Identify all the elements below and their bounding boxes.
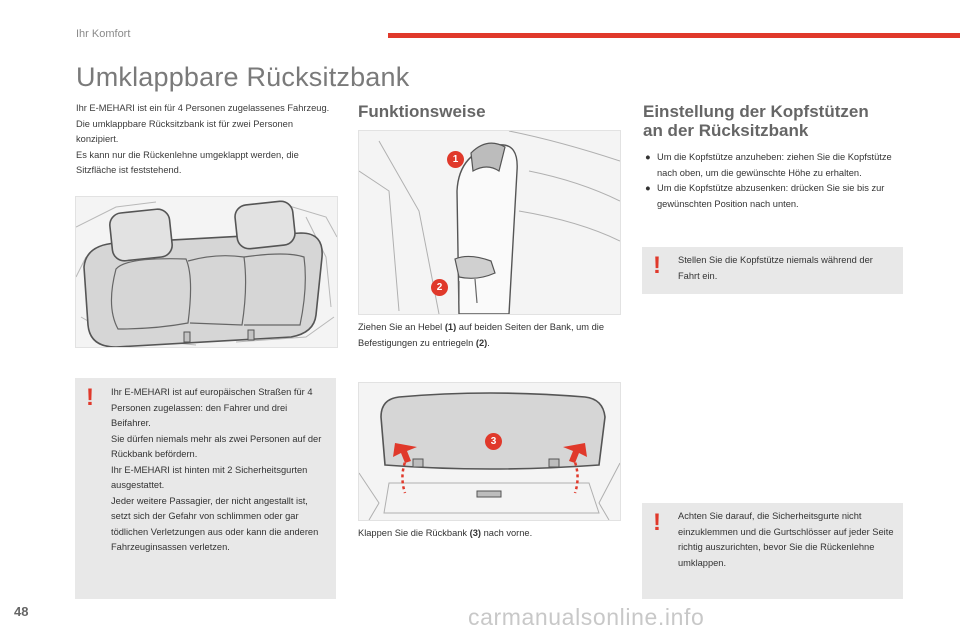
headrest-warning — [642, 247, 903, 294]
fold-illustration — [358, 382, 621, 521]
headrest-instructions — [643, 150, 903, 212]
caption-ref: (1) — [444, 322, 457, 332]
lever-illustration — [358, 130, 621, 315]
intro-line: Ihr E-MEHARI ist ein für 4 Personen zugelassenes Fahrzeug. — [76, 103, 330, 113]
heading-line: an der Rücksitzbank — [643, 121, 809, 140]
kopfstuetzen-heading — [643, 102, 869, 140]
caption-text: auf beiden Seiten der Bank, um die Befestigungen zu entriegeln — [358, 322, 605, 348]
list-item — [643, 181, 903, 212]
header-accent-bar — [388, 33, 960, 38]
page-number: 48 — [14, 604, 29, 619]
lever-drawing — [359, 131, 620, 314]
bullet-icon: ● — [645, 183, 651, 193]
step1-caption — [358, 320, 620, 351]
caption-text: nach vorne. — [481, 528, 533, 538]
caption-ref: (3) — [469, 528, 482, 538]
warning-line: Ihr E-MEHARI ist auf europäischen Straßen für 4 Personen zugelassen: den Fahrer und drei Beifahrer. — [111, 387, 313, 428]
list-item-text: Um die Kopfstütze abzusenken: drücken Sie sie bis zur gewünschten Position nach unten. — [657, 183, 885, 209]
list-item-text: Um die Kopfstütze anzuheben: ziehen Sie die Kopfstütze nach oben, um die gewünschte Höhe zu erhalten. — [657, 152, 892, 178]
marker-1: 1 — [447, 151, 464, 168]
warning-line: Sie dürfen niemals mehr als zwei Personen auf der Rückbank befördern. — [111, 433, 322, 459]
bullet-icon: ● — [645, 152, 651, 162]
exclamation-icon: ! — [653, 509, 661, 536]
fold-drawing — [359, 383, 620, 520]
section-label: Ihr Komfort — [76, 28, 131, 40]
caption-text: Klappen Sie die Rückbank — [358, 528, 470, 538]
marker-3: 3 — [485, 433, 502, 450]
occupancy-warning — [75, 378, 336, 599]
intro-line: Die umklappbare Rücksitzbank ist für zwei Personen konzipiert. — [76, 118, 294, 144]
intro-text — [76, 101, 336, 179]
watermark: carmanualsonline.info — [468, 604, 705, 630]
warning-text: Achten Sie darauf, die Sicherheitsgurte nicht einzuklemmen und die Gurtschlösser auf jeder Seite richtig auszurichten, bevor Sie die Rückenlehne umklappen. — [678, 511, 894, 568]
page-title: Umklappbare Rücksitzbank — [76, 62, 410, 92]
funktionsweise-heading: Funktionsweise — [358, 102, 486, 121]
step2-caption — [358, 526, 620, 542]
rear-bench-illustration — [75, 196, 338, 348]
caption-text: . — [487, 337, 490, 348]
intro-line: Es kann nur die Rückenlehne umgeklappt werden, die Sitzfläche ist feststehend. — [76, 149, 299, 175]
seatbelt-warning — [642, 503, 903, 599]
list-item — [643, 150, 903, 181]
exclamation-icon: ! — [86, 384, 94, 411]
heading-line: Einstellung der Kopfstützen — [643, 102, 869, 121]
caption-ref: (2) — [475, 337, 488, 348]
warning-line: Ihr E-MEHARI ist hinten mit 2 Sicherheitsgurten ausgestattet. — [111, 464, 308, 490]
marker-2: 2 — [431, 279, 448, 296]
warning-text: Stellen Sie die Kopfstütze niemals während der Fahrt ein. — [678, 255, 873, 281]
exclamation-icon: ! — [653, 252, 661, 279]
warning-line: Jeder weitere Passagier, der nicht angestallt ist, setzt sich der Gefahr von schlimmen oder gar tödlichen Verletzungen aus oder kann die anderen Fahrzeuginsassen verletzen. — [111, 495, 319, 552]
rear-bench-drawing — [76, 197, 337, 347]
caption-text: Ziehen Sie an Hebel — [358, 322, 445, 332]
